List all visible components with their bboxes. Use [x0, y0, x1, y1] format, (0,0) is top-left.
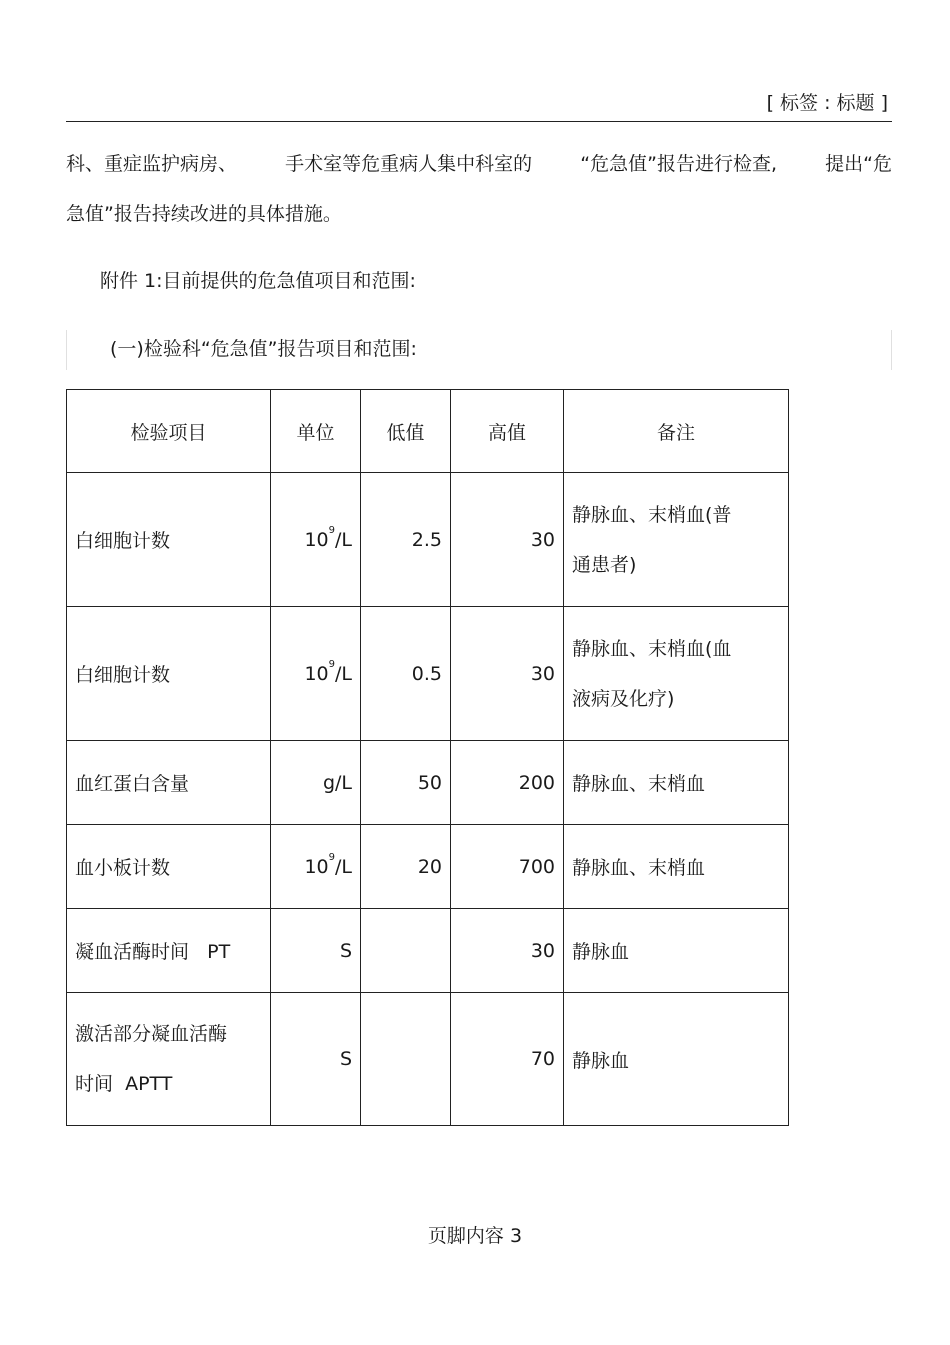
item-cell: 凝血活酶时间 PT [67, 909, 271, 993]
high-cell: 70 [451, 993, 564, 1126]
paragraph-line-1 [66, 139, 892, 189]
paragraph-segment: 手术室等危重病人集中科室的 [285, 153, 533, 175]
unit-cell: $10^9/L$ [271, 607, 361, 741]
table-row [67, 741, 789, 825]
column-header-low: 低值 [361, 390, 451, 473]
header-divider [66, 121, 892, 122]
note-cell: 静脉血、末梢血 [564, 825, 789, 909]
item-cell: 激活部分凝血活酶 时间 APTT [67, 993, 271, 1126]
table-row [67, 993, 789, 1126]
attachment-heading: 附件 1:目前提供的危急值项目和范围: [100, 270, 416, 292]
table-row [67, 473, 789, 607]
high-cell: 30 [451, 909, 564, 993]
table-row [67, 909, 789, 993]
table-row [67, 607, 789, 741]
critical-value-table [66, 389, 789, 1126]
low-cell: 20 [361, 825, 451, 909]
low-cell [361, 993, 451, 1126]
low-cell: 50 [361, 741, 451, 825]
column-header-item: 检验项目 [67, 390, 271, 473]
note-cell: 静脉血 [564, 993, 789, 1126]
high-cell: 30 [451, 607, 564, 741]
table-row [67, 825, 789, 909]
column-header-high: 高值 [451, 390, 564, 473]
low-cell: 0.5 [361, 607, 451, 741]
note-cell: 静脉血、末梢血(血 液病及化疗) [564, 607, 789, 741]
paragraph-segment: 提出“危 [825, 153, 892, 175]
high-cell: 200 [451, 741, 564, 825]
column-header-unit: 单位 [271, 390, 361, 473]
header-tag: [ 标签 : 标题 ] [766, 92, 888, 114]
low-cell [361, 909, 451, 993]
table-header-row [67, 390, 789, 473]
item-cell: 白细胞计数 [67, 607, 271, 741]
low-cell: 2.5 [361, 473, 451, 607]
note-cell: 静脉血、末梢血(普 通患者) [564, 473, 789, 607]
high-cell: 30 [451, 473, 564, 607]
item-cell: 血小板计数 [67, 825, 271, 909]
item-cell: 血红蛋白含量 [67, 741, 271, 825]
unit-cell: $10^9/L$ [271, 473, 361, 607]
high-cell: 700 [451, 825, 564, 909]
body-paragraph [66, 139, 892, 239]
paragraph-line-2: 急值”报告持续改进的具体措施。 [66, 203, 342, 225]
note-cell: 静脉血、末梢血 [564, 741, 789, 825]
column-header-note: 备注 [564, 390, 789, 473]
unit-cell: g/L [271, 741, 361, 825]
unit-cell: S [271, 993, 361, 1126]
paragraph-segment: 科、重症监护病房、 [66, 153, 238, 175]
unit-cell: S [271, 909, 361, 993]
item-cell: 白细胞计数 [67, 473, 271, 607]
paragraph-segment: “危急值”报告进行检查, [580, 153, 778, 175]
note-cell: 静脉血 [564, 909, 789, 993]
section-heading: (一)检验科“危急值”报告项目和范围: [110, 338, 417, 360]
unit-cell: $10^9/L$ [271, 825, 361, 909]
page-footer: 页脚内容 3 [427, 1225, 523, 1247]
